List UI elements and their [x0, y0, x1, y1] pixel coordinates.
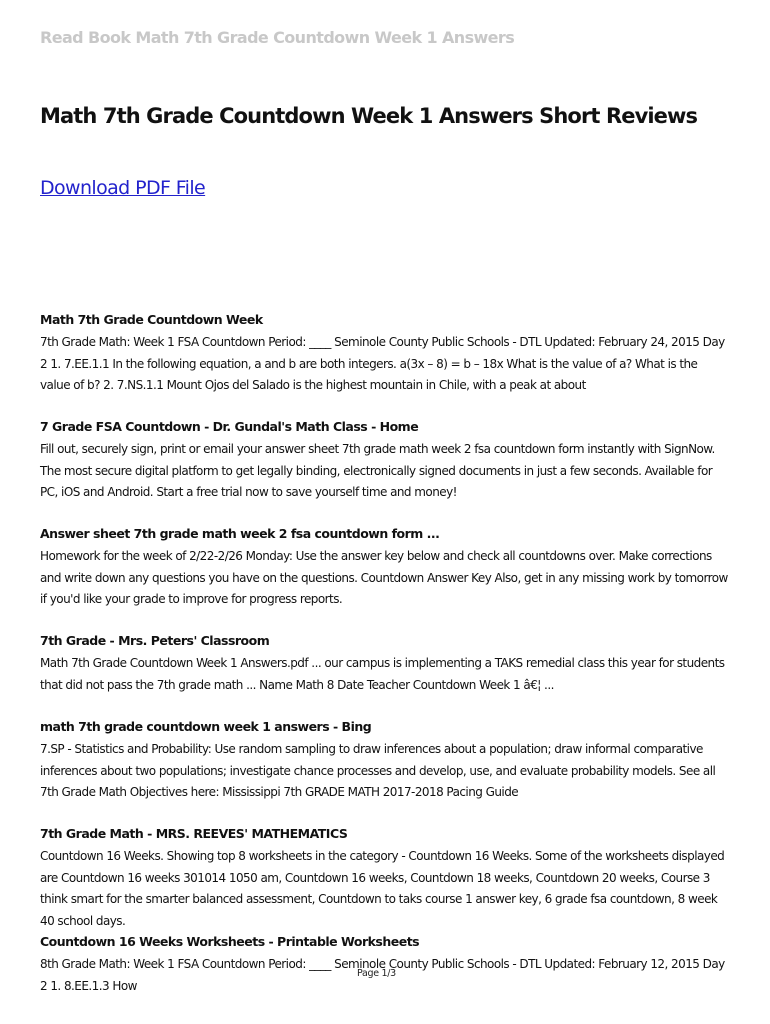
- section-mrs-reeves-mathematics: [40, 824, 730, 932]
- section-answer-sheet: [40, 524, 730, 611]
- section-heading: Math 7th Grade Countdown Week: [40, 312, 263, 327]
- section-printable-worksheets: [40, 932, 730, 997]
- section-bing: [40, 717, 730, 804]
- section-body: 7th Grade Math: Week 1 FSA Countdown Period: ____ Seminole County Public Schools - DTL Updated: February 24, 2015 Day 2 1. 7.EE.1.1 In the following equation, a and b are both integers. a(3x – 8) = b – 18x What is the value of a? What is the value of b? 2. 7.NS.1.1 Mount Ojos del Salado is the highest mountain in Chile, with a peak at about: [40, 335, 725, 392]
- download-pdf-link[interactable]: Download PDF File: [40, 177, 206, 199]
- page-title: Math 7th Grade Countdown Week 1 Answers Short Reviews: [40, 104, 698, 128]
- section-mrs-peters-classroom: [40, 631, 730, 696]
- section-math-7th-grade-countdown-week: [40, 310, 730, 397]
- section-body: Fill out, securely sign, print or email your answer sheet 7th grade math week 2 fsa countdown form instantly with SignNow. The most secure digital platform to get legally binding, electronically signed documents in just a few seconds. Available for PC, iOS and Android. Start a free trial now to save yourself time and money!: [40, 442, 715, 499]
- section-body: 8th Grade Math: Week 1 FSA Countdown Period: ____ Seminole County Public Schools - DTL Updated: February 12, 2015 Day 2 1. 8.EE.1.3 How: [40, 957, 725, 993]
- section-body: Countdown 16 Weeks. Showing top 8 worksheets in the category - Countdown 16 Weeks. Some of the worksheets displayed are Countdown 16 weeks 301014 1050 am, Countdown 16 weeks, Countdown 18 weeks, Countdown 20 weeks, Course 3 think smart for the smarter balanced assessment, Countdown to taks course 1 answer key, 6 grade fsa countdown, 8 week 40 school days.: [40, 849, 725, 928]
- section-heading: math 7th grade countdown week 1 answers - Bing: [40, 719, 372, 734]
- section-body: Homework for the week of 2/22-2/26 Monday: Use the answer key below and check all countdowns over. Make corrections and write down any questions you have on the questions. Countdown Answer Key Also, get in any missing work by tomorrow if you'd like your grade to improve for progress reports.: [40, 549, 728, 606]
- section-heading: 7 Grade FSA Countdown - Dr. Gundal's Math Class - Home: [40, 419, 419, 434]
- section-heading: Countdown 16 Weeks Worksheets - Printable Worksheets: [40, 934, 420, 949]
- section-body: 7.SP - Statistics and Probability: Use random sampling to draw inferences about a population; draw informal comparative inferences about two populations; investigate chance processes and develop, use, and evaluate probability models. See all 7th Grade Math Objectives here: Mississippi 7th GRADE MATH 2017-2018 Pacing Guide: [40, 742, 716, 799]
- section-heading: 7th Grade Math - MRS. REEVES' MATHEMATICS: [40, 826, 348, 841]
- section-body: Math 7th Grade Countdown Week 1 Answers.pdf ... our campus is implementing a TAKS remedial class this year for students that did not pass the 7th grade math ... Name Math 8 Date Teacher Countdown Week 1 â€¦ ...: [40, 656, 725, 692]
- section-heading: Answer sheet 7th grade math week 2 fsa countdown form ...: [40, 526, 440, 541]
- section-fsa-countdown-gundal: [40, 417, 730, 504]
- running-header: Read Book Math 7th Grade Countdown Week 1 Answers: [40, 28, 515, 47]
- section-heading: 7th Grade - Mrs. Peters' Classroom: [40, 633, 270, 648]
- page-number: Page 1/3: [357, 968, 396, 979]
